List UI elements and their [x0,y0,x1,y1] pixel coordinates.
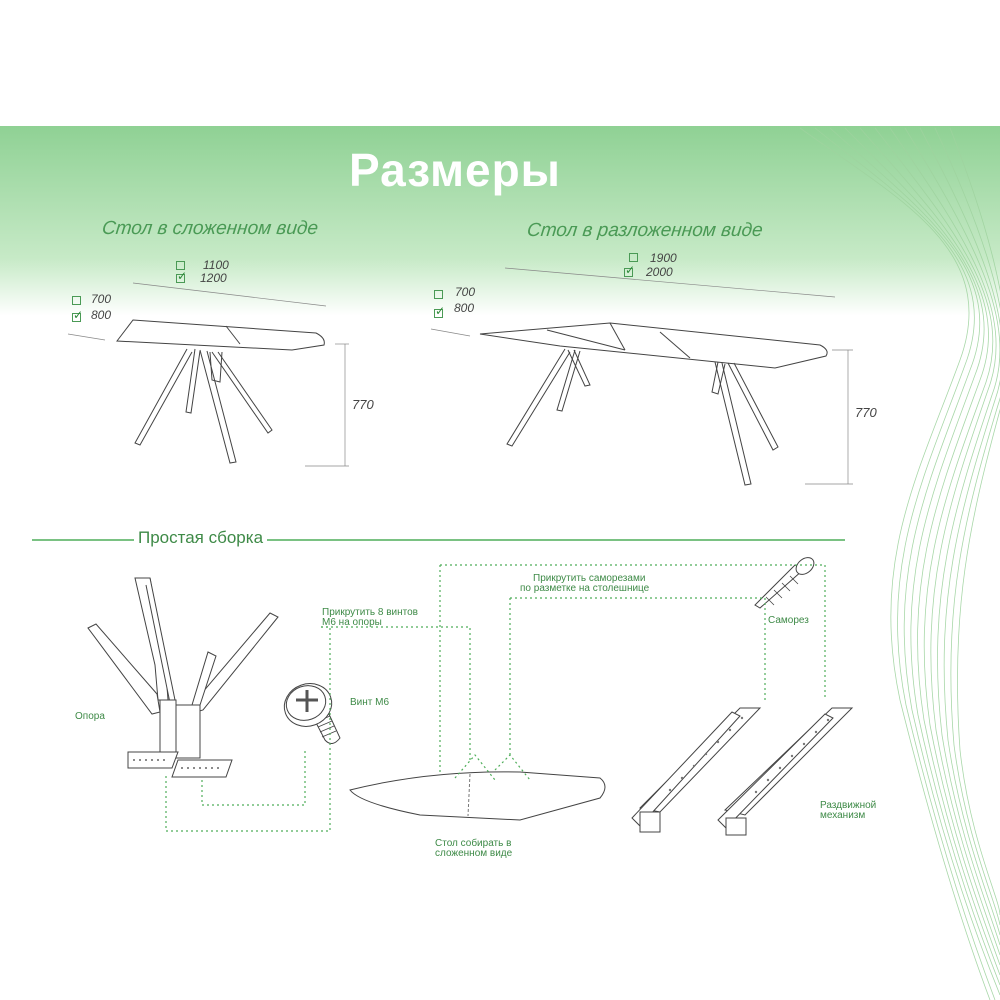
folded-width-800-checkbox [72,313,81,322]
folded-heading: Стол в сложенном виде [100,218,320,239]
screw-instruction-line2: по разметке на столешнице [520,583,650,594]
folded-height: 770 [352,397,374,412]
unfolded-length-2000: 2000 [646,265,673,279]
fold-note-line1: Стол собирать в [435,838,512,849]
assembly-heading: Простая сборка [134,528,267,548]
unfolded-width-700-checkbox [434,290,443,299]
unfolded-heading: Стол в разложенном виде [525,220,764,241]
unfolded-length-1900-checkbox [629,253,638,262]
mechanism-label-line2: механизм [820,810,866,821]
folded-length-1100: 1100 [203,258,229,272]
unfolded-width-800-checkbox [434,309,443,318]
tabletop-drawing [350,772,605,820]
fold-note-line2: сложенном виде [435,848,513,859]
folded-width-800: 800 [91,308,112,322]
support-drawing [88,578,278,777]
unfolded-width-800: 800 [454,301,475,315]
unfolded-length-1900: 1900 [650,251,677,265]
bolt-instruction-line2: М6 на опоры [322,617,382,628]
mechanism-label-line1: Раздвижной [820,800,877,811]
unfolded-width-700: 700 [455,285,476,299]
bolt-label: Винт М6 [350,697,390,708]
folded-length-1200: 1200 [200,271,227,285]
bolt-drawing [278,677,340,743]
sliding-mechanism-drawing [632,708,852,835]
unfolded-length-2000-checkbox [624,268,633,277]
page-title: Размеры [349,144,561,196]
folded-length-1200-checkbox [176,274,185,283]
folded-width-700: 700 [91,292,112,306]
bolt-instruction-line1: Прикрутить 8 винтов [322,607,418,618]
screw-label: Саморез [768,615,809,626]
screw-drawing [755,554,817,608]
folded-width-700-checkbox [72,296,81,305]
unfolded-height: 770 [855,405,877,420]
screw-instruction-line1: Прикрутить саморезами [533,573,646,584]
support-label: Опора [75,711,105,722]
